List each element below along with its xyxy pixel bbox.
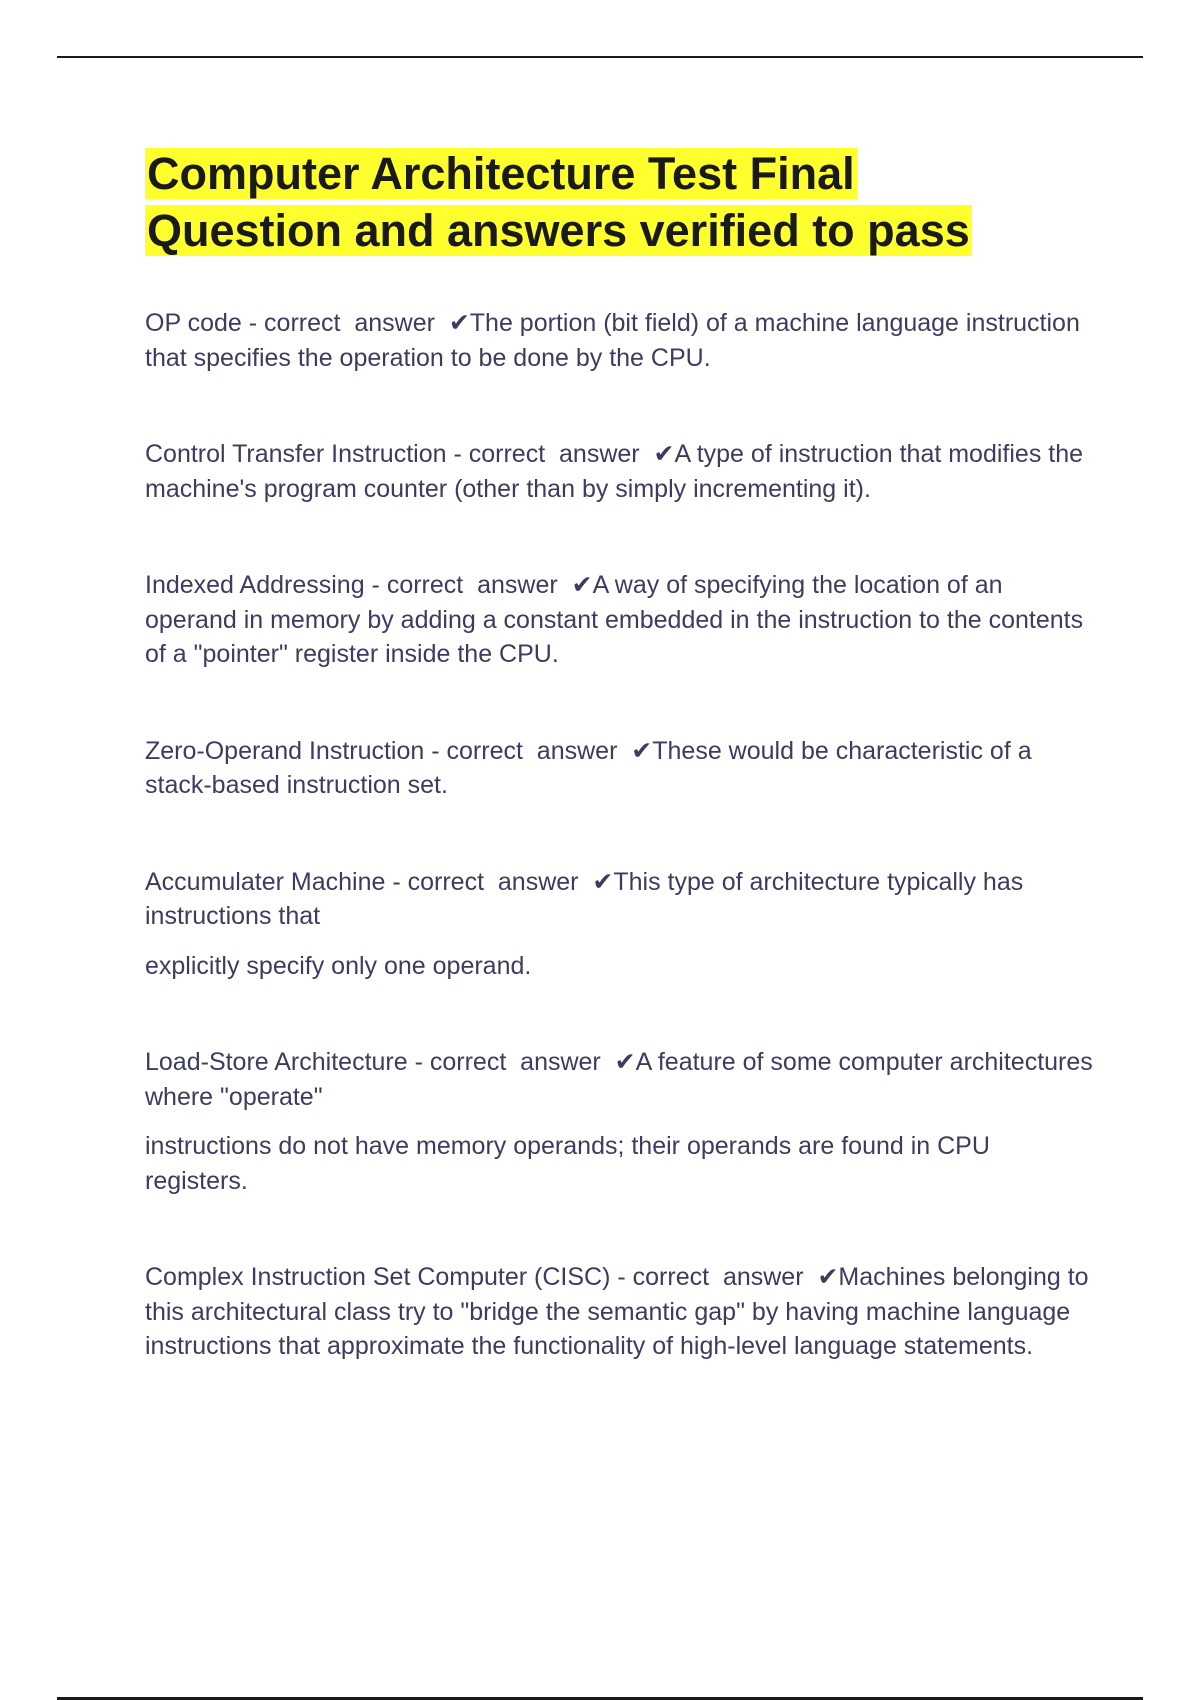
qa-answer-text: A feature of some computer architectures where "operate" xyxy=(145,1048,1093,1111)
checkmark-icon: ✔ xyxy=(571,571,593,599)
qa-item xyxy=(145,734,1095,803)
qa-paragraph xyxy=(145,734,1095,803)
qa-answer-text: explicitly specify only one operand. xyxy=(145,951,532,980)
qa-list xyxy=(145,306,1095,1364)
qa-item xyxy=(145,1260,1095,1364)
qa-separator: - correct answer xyxy=(446,440,654,468)
title-highlight xyxy=(145,148,972,256)
qa-paragraph xyxy=(145,306,1095,375)
qa-term: Complex Instruction Set Computer (CISC) xyxy=(145,1263,611,1291)
qa-term: Indexed Addressing xyxy=(145,571,365,599)
qa-answer-text: instructions do not have memory operands; their operands are found in CPU registers. xyxy=(145,1132,990,1195)
qa-paragraph xyxy=(145,1260,1095,1364)
qa-term: Load-Store Architecture xyxy=(145,1048,408,1076)
title-line-2: Question and answers verified to pass xyxy=(147,205,970,256)
checkmark-icon: ✔ xyxy=(448,309,470,337)
checkmark-icon: ✔ xyxy=(592,867,614,896)
qa-item xyxy=(145,306,1095,375)
qa-continuation xyxy=(145,949,1095,984)
qa-separator: - correct answer xyxy=(407,1048,615,1076)
qa-term: OP code xyxy=(145,309,242,337)
qa-answer-text: Machines belonging to this architectural class try to "bridge the semantic gap" by having machine language instructions that approximate the functionality of high-level language statements. xyxy=(145,1263,1089,1360)
qa-continuation xyxy=(145,1129,1095,1198)
checkmark-icon: ✔ xyxy=(817,1263,839,1291)
document-body xyxy=(145,145,1095,1426)
qa-term: Accumulater Machine xyxy=(145,867,386,896)
qa-separator: - correct answer xyxy=(364,571,572,599)
checkmark-icon: ✔ xyxy=(631,736,653,765)
checkmark-icon: ✔ xyxy=(653,440,675,468)
qa-item xyxy=(145,568,1095,672)
qa-paragraph xyxy=(145,865,1095,934)
qa-separator: - correct answer xyxy=(424,736,632,765)
qa-paragraph xyxy=(145,1045,1095,1114)
qa-item xyxy=(145,1045,1095,1198)
qa-answer-text: These would be characteristic of a stack-based instruction set. xyxy=(145,736,1032,799)
qa-item xyxy=(145,865,1095,984)
document-title xyxy=(145,145,1095,259)
qa-separator: - correct answer xyxy=(385,867,593,896)
qa-term: Zero-Operand Instruction xyxy=(145,736,425,765)
qa-paragraph xyxy=(145,568,1095,672)
qa-term: Control Transfer Instruction xyxy=(145,440,447,468)
title-line-1: Computer Architecture Test Final xyxy=(147,148,855,199)
qa-answer-text: A way of specifying the location of an operand in memory by adding a constant embedded in the instruction to the contents of a "pointer" register inside the CPU. xyxy=(145,571,1084,668)
qa-separator: - correct answer xyxy=(241,309,449,337)
checkmark-icon: ✔ xyxy=(614,1048,636,1076)
qa-answer-text: The portion (bit field) of a machine language instruction that specifies the operation to be done by the CPU. xyxy=(145,309,1080,372)
qa-separator: - correct answer xyxy=(610,1263,818,1291)
qa-answer-text: This type of architecture typically has instructions that xyxy=(145,867,1024,930)
qa-item xyxy=(145,437,1095,506)
qa-answer-text: A type of instruction that modifies the machine's program counter (other than by simply incrementing it). xyxy=(145,440,1084,503)
top-rule xyxy=(57,56,1143,58)
qa-paragraph xyxy=(145,437,1095,506)
